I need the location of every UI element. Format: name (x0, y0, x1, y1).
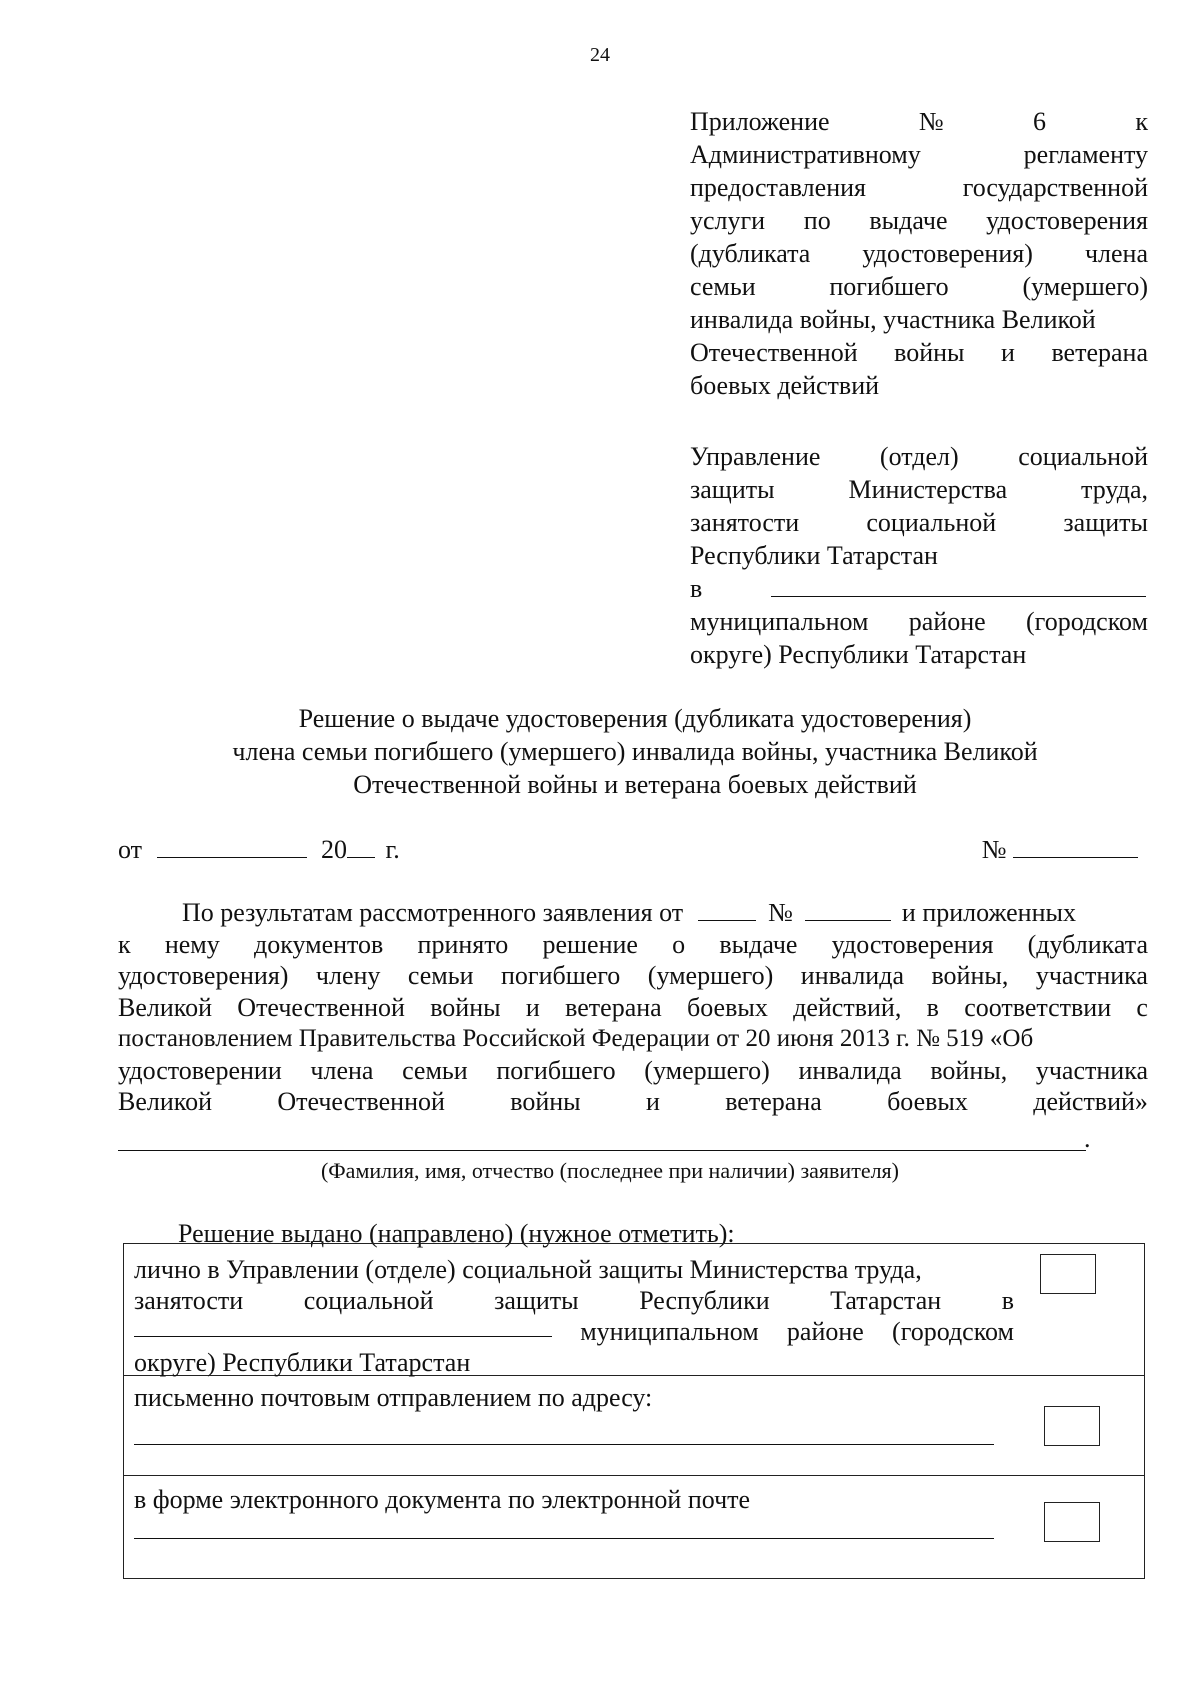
recipient-line-2: защиты Министерства труда, (690, 475, 1148, 504)
application-number-blank[interactable] (805, 900, 891, 921)
delivery-method-title: Решение выдано (направлено) (нужное отметить): (178, 1219, 735, 1248)
body-line-4: Великой Отечественной войны и ветерана боевых действий, в соответствии с (118, 992, 1148, 1022)
district-blank[interactable] (771, 574, 1146, 597)
title-line-1: Решение о выдаче удостоверения (дубликата удостоверения) (298, 704, 972, 733)
option-in-person-line-1: лично в Управлении (отделе) социальной защиты Министерства труда, (134, 1255, 922, 1284)
decision-number-blank[interactable] (1013, 835, 1138, 858)
option-postal: письменно почтовым отправлением по адресу: (124, 1376, 1144, 1476)
appendix-line-5: (дубликата удостоверения) члена (690, 239, 1148, 268)
appendix-line-9: боевых действий (690, 371, 880, 400)
email-address-line[interactable] (134, 1538, 994, 1539)
recipient-block (690, 440, 1148, 671)
option-in-person-line-2: занятости социальной защиты Республики Татарстан в (134, 1286, 1014, 1315)
document-title (0, 702, 1200, 801)
body-line-7: Великой Отечественной войны и ветерана боевых действий» (118, 1087, 1148, 1116)
appendix-line-2: Административному регламенту (690, 140, 1148, 169)
appendix-line-3: предоставления государственной (690, 173, 1148, 202)
option-in-person-line-4: округе) Республики Татарстан (134, 1348, 471, 1377)
title-line-2: члена семьи погибшего (умершего) инвалида войны, участника Великой (232, 737, 1038, 766)
body-line-3: удостоверения) члену семьи погибшего (умершего) инвалида войны, участника (118, 961, 1148, 990)
year-blank[interactable] (347, 835, 375, 858)
title-line-3: Отечественной войны и ветерана боевых действий (353, 770, 917, 799)
postal-address-line[interactable] (134, 1444, 994, 1445)
recipient-line-4: Республики Татарстан (690, 541, 938, 570)
option-in-person-line-3: муниципальном районе (городском (134, 1316, 1014, 1347)
option-district-blank[interactable] (134, 1316, 552, 1337)
recipient-line-1: Управление (отдел) социальной (690, 442, 1148, 471)
page-number: 24 (590, 44, 610, 66)
option-email: в форме электронного документа по электронной почте (124, 1476, 1144, 1580)
recipient-line-5: в (690, 572, 1148, 605)
postal-checkbox[interactable] (1044, 1406, 1100, 1446)
applicant-name-line[interactable] (118, 1150, 1086, 1151)
appendix-line-7: инвалида войны, участника Великой (690, 305, 1096, 334)
recipient-line-6: муниципальном районе (городском (690, 607, 1148, 636)
email-checkbox[interactable] (1044, 1502, 1100, 1542)
application-date-blank[interactable] (698, 900, 756, 921)
applicant-caption: (Фамилия, имя, отчество (последнее при наличии) заявителя) (320, 1158, 900, 1183)
recipient-line-7: округе) Республики Татарстан (690, 640, 1027, 669)
body-line-5: постановлением Правительства Российской Федерации от 20 июня 2013 г. № 519 «Об (118, 1025, 1034, 1052)
delivery-options-table (123, 1243, 1145, 1579)
in-person-checkbox[interactable] (1040, 1254, 1096, 1294)
appendix-line-6: семьи погибшего (умершего) (690, 272, 1148, 301)
date-number-row: от 20 г. № (118, 835, 1138, 865)
date-blank[interactable] (157, 835, 307, 858)
recipient-line-3: занятости социальной защиты (690, 508, 1148, 537)
body-line-6: удостоверении члена семьи погибшего (умершего) инвалида войны, участника (118, 1055, 1148, 1085)
appendix-line-1: Приложение № 6 к (690, 107, 1148, 136)
appendix-header (690, 105, 1148, 402)
appendix-line-8: Отечественной войны и ветерана (690, 338, 1148, 367)
body-line-1: По результатам рассмотренного заявления от № и приложенных (182, 898, 1076, 927)
appendix-line-4: услуги по выдаче удостоверения (690, 206, 1148, 235)
applicant-line-period: . (1084, 1124, 1091, 1153)
decision-body (118, 897, 1148, 1118)
body-line-2: к нему документов принято решение о выдаче удостоверения (дубликата (118, 929, 1148, 959)
option-in-person (124, 1244, 1144, 1376)
